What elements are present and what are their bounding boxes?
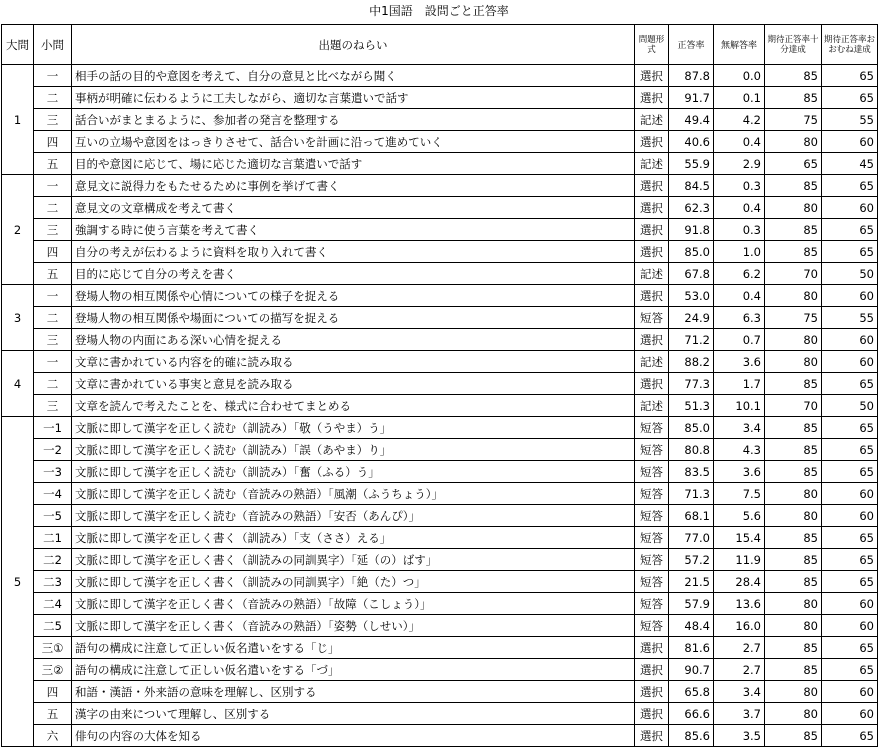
keishiki-cell: 短答 [635,307,669,329]
keishiki-cell: 短答 [635,505,669,527]
shomon-cell: 二 [34,373,72,395]
seitou-cell: 68.1 [669,505,714,527]
seitou-cell: 24.9 [669,307,714,329]
mukaitou-cell: 10.1 [714,395,765,417]
kitai-oomune-cell: 55 [822,307,878,329]
table-row [2,439,878,461]
table-row [2,109,878,131]
mukaitou-cell: 0.4 [714,131,765,153]
mukaitou-cell: 0.3 [714,219,765,241]
kitai-juubun-cell: 80 [765,615,822,637]
table-row [2,197,878,219]
shomon-cell: 四 [34,131,72,153]
kitai-juubun-cell: 85 [765,549,822,571]
keishiki-cell: 選択 [635,329,669,351]
seitou-cell: 77.3 [669,373,714,395]
shomon-cell: 三② [34,659,72,681]
kitai-juubun-cell: 85 [765,241,822,263]
nerai-cell: 文章に書かれている事実と意見を読み取る [72,373,635,395]
seitou-cell: 66.6 [669,703,714,725]
table-row [2,241,878,263]
table-row [2,351,878,373]
shomon-cell: 五 [34,703,72,725]
daimon-cell: 1 [2,65,34,175]
shomon-cell: 三 [34,109,72,131]
kitai-oomune-cell: 50 [822,263,878,285]
keishiki-cell: 短答 [635,549,669,571]
seitou-cell: 90.7 [669,659,714,681]
keishiki-cell: 選択 [635,197,669,219]
shomon-cell: 一 [34,351,72,373]
nerai-cell: 事柄が明確に伝わるように工夫しながら、適切な言葉遣いで話す [72,87,635,109]
seitou-cell: 85.0 [669,241,714,263]
keishiki-cell: 選択 [635,175,669,197]
keishiki-cell: 短答 [635,439,669,461]
kitai-juubun-cell: 80 [765,285,822,307]
kitai-oomune-cell: 65 [822,527,878,549]
seitou-cell: 77.0 [669,527,714,549]
table-row [2,329,878,351]
keishiki-cell: 短答 [635,483,669,505]
kitai-oomune-cell: 60 [822,351,878,373]
kitai-juubun-cell: 85 [765,439,822,461]
kitai-juubun-cell: 80 [765,329,822,351]
keishiki-cell: 短答 [635,461,669,483]
seitou-cell: 85.6 [669,725,714,747]
keishiki-cell: 選択 [635,725,669,747]
kitai-juubun-cell: 85 [765,725,822,747]
mukaitou-cell: 4.2 [714,109,765,131]
kitai-oomune-cell: 60 [822,285,878,307]
header-nerai: 出題のねらい [72,25,635,65]
daimon-cell: 2 [2,175,34,285]
mukaitou-cell: 6.2 [714,263,765,285]
shomon-cell: 一1 [34,417,72,439]
table-row [2,637,878,659]
kitai-juubun-cell: 80 [765,703,822,725]
mukaitou-cell: 0.0 [714,65,765,87]
mukaitou-cell: 11.9 [714,549,765,571]
mukaitou-cell: 3.4 [714,681,765,703]
header-kitai-juubun: 期待正答率十分達成 [765,25,822,65]
keishiki-cell: 選択 [635,131,669,153]
shomon-cell: 一 [34,65,72,87]
nerai-cell: 文脈に即して漢字を正しく読む（音読みの熟語）「風潮（ふうちょう）」 [72,483,635,505]
table-row [2,65,878,87]
mukaitou-cell: 0.4 [714,285,765,307]
kitai-juubun-cell: 85 [765,373,822,395]
nerai-cell: 自分の考えが伝わるように資料を取り入れて書く [72,241,635,263]
seitou-cell: 83.5 [669,461,714,483]
seitou-cell: 91.8 [669,219,714,241]
mukaitou-cell: 13.6 [714,593,765,615]
keishiki-cell: 記述 [635,153,669,175]
kitai-oomune-cell: 65 [822,725,878,747]
mukaitou-cell: 0.3 [714,175,765,197]
kitai-oomune-cell: 65 [822,175,878,197]
nerai-cell: 文脈に即して漢字を正しく読む（訓読み）「誤（あやま）り」 [72,439,635,461]
kitai-juubun-cell: 85 [765,219,822,241]
kitai-oomune-cell: 45 [822,153,878,175]
kitai-juubun-cell: 85 [765,65,822,87]
kitai-oomune-cell: 65 [822,637,878,659]
keishiki-cell: 選択 [635,703,669,725]
keishiki-cell: 選択 [635,241,669,263]
nerai-cell: 文脈に即して漢字を正しく読む（音読みの熟語）「安否（あんぴ）」 [72,505,635,527]
table-row [2,571,878,593]
kitai-oomune-cell: 60 [822,483,878,505]
nerai-cell: 強調する時に使う言葉を考えて書く [72,219,635,241]
mukaitou-cell: 5.6 [714,505,765,527]
keishiki-cell: 選択 [635,637,669,659]
nerai-cell: 文章を読んで考えたことを、様式に合わせてまとめる [72,395,635,417]
kitai-juubun-cell: 85 [765,571,822,593]
shomon-cell: 一3 [34,461,72,483]
nerai-cell: 互いの立場や意図をはっきりさせて、話合いを計画に沿って進めていく [72,131,635,153]
seitou-cell: 87.8 [669,65,714,87]
kitai-oomune-cell: 65 [822,417,878,439]
keishiki-cell: 選択 [635,285,669,307]
nerai-cell: 登場人物の相互関係や場面についての描写を捉える [72,307,635,329]
nerai-cell: 俳句の内容の大体を知る [72,725,635,747]
shomon-cell: 六 [34,725,72,747]
seitou-cell: 55.9 [669,153,714,175]
mukaitou-cell: 2.7 [714,637,765,659]
kitai-oomune-cell: 65 [822,659,878,681]
seitou-cell: 40.6 [669,131,714,153]
seitou-cell: 62.3 [669,197,714,219]
seitou-cell: 49.4 [669,109,714,131]
table-row [2,593,878,615]
mukaitou-cell: 16.0 [714,615,765,637]
nerai-cell: 意見文の文章構成を考えて書く [72,197,635,219]
shomon-cell: 一 [34,285,72,307]
kitai-juubun-cell: 85 [765,461,822,483]
table-row [2,659,878,681]
nerai-cell: 和語・漢語・外来語の意味を理解し、区別する [72,681,635,703]
table-row [2,395,878,417]
shomon-cell: 二 [34,197,72,219]
table-row [2,549,878,571]
nerai-cell: 語句の構成に注意して正しい仮名遣いをする「づ」 [72,659,635,681]
header-kitai-oomune: 期待正答率おおむね達成 [822,25,878,65]
shomon-cell: 四 [34,681,72,703]
kitai-oomune-cell: 65 [822,373,878,395]
shomon-cell: 二 [34,87,72,109]
keishiki-cell: 短答 [635,593,669,615]
kitai-oomune-cell: 55 [822,109,878,131]
mukaitou-cell: 3.4 [714,417,765,439]
kitai-oomune-cell: 60 [822,615,878,637]
table-row [2,461,878,483]
nerai-cell: 文脈に即して漢字を正しく書く（訓読みの同訓異字）「延（の）ばす」 [72,549,635,571]
table-row [2,703,878,725]
nerai-cell: 文脈に即して漢字を正しく書く（音読みの熟語）「姿勢（しせい）」 [72,615,635,637]
mukaitou-cell: 0.7 [714,329,765,351]
mukaitou-cell: 28.4 [714,571,765,593]
table-row [2,483,878,505]
kitai-oomune-cell: 65 [822,241,878,263]
daimon-cell: 5 [2,417,34,747]
daimon-cell: 4 [2,351,34,417]
table-row [2,373,878,395]
kitai-juubun-cell: 85 [765,659,822,681]
keishiki-cell: 選択 [635,219,669,241]
nerai-cell: 語句の構成に注意して正しい仮名遣いをする「じ」 [72,637,635,659]
page-title: 中1国語 設問ごと正答率 [369,4,509,18]
nerai-cell: 漢字の由来について理解し、区別する [72,703,635,725]
keishiki-cell: 選択 [635,87,669,109]
kitai-oomune-cell: 60 [822,197,878,219]
shomon-cell: 二4 [34,593,72,615]
kitai-juubun-cell: 85 [765,527,822,549]
mukaitou-cell: 3.5 [714,725,765,747]
seitou-cell: 21.5 [669,571,714,593]
seitou-cell: 84.5 [669,175,714,197]
table-row [2,153,878,175]
shomon-cell: 三 [34,219,72,241]
mukaitou-cell: 6.3 [714,307,765,329]
seitou-cell: 80.8 [669,439,714,461]
table-row [2,131,878,153]
kitai-juubun-cell: 75 [765,307,822,329]
seitou-cell: 48.4 [669,615,714,637]
table-row [2,263,878,285]
kitai-oomune-cell: 60 [822,703,878,725]
kitai-juubun-cell: 65 [765,153,822,175]
kitai-juubun-cell: 80 [765,197,822,219]
kitai-juubun-cell: 80 [765,483,822,505]
keishiki-cell: 記述 [635,263,669,285]
daimon-cell: 3 [2,285,34,351]
kitai-oomune-cell: 65 [822,439,878,461]
kitai-oomune-cell: 50 [822,395,878,417]
kitai-oomune-cell: 65 [822,461,878,483]
nerai-cell: 意見文に説得力をもたせるために事例を挙げて書く [72,175,635,197]
kitai-oomune-cell: 60 [822,681,878,703]
mukaitou-cell: 3.6 [714,351,765,373]
nerai-cell: 文脈に即して漢字を正しく書く（音読みの熟語）「故障（こしょう）」 [72,593,635,615]
mukaitou-cell: 0.4 [714,197,765,219]
mukaitou-cell: 15.4 [714,527,765,549]
table-row [2,87,878,109]
table-row [2,307,878,329]
shomon-cell: 一4 [34,483,72,505]
kitai-juubun-cell: 70 [765,395,822,417]
header-daimon: 大問 [2,25,34,65]
header-shomon: 小問 [34,25,72,65]
kitai-oomune-cell: 65 [822,571,878,593]
shomon-cell: 三① [34,637,72,659]
table-row [2,725,878,747]
kitai-oomune-cell: 60 [822,505,878,527]
seitou-cell: 67.8 [669,263,714,285]
shomon-cell: 二 [34,307,72,329]
kitai-juubun-cell: 80 [765,681,822,703]
nerai-cell: 文脈に即して漢字を正しく書く（訓読み）「支（ささ）える」 [72,527,635,549]
seitou-cell: 57.2 [669,549,714,571]
keishiki-cell: 短答 [635,527,669,549]
kitai-juubun-cell: 75 [765,109,822,131]
kitai-oomune-cell: 60 [822,329,878,351]
shomon-cell: 二5 [34,615,72,637]
nerai-cell: 文章に書かれている内容を的確に読み取る [72,351,635,373]
kitai-juubun-cell: 85 [765,637,822,659]
shomon-cell: 二1 [34,527,72,549]
header-keishiki: 問題形式 [635,25,669,65]
table-row [2,615,878,637]
keishiki-cell: 選択 [635,659,669,681]
kitai-juubun-cell: 80 [765,351,822,373]
shomon-cell: 三 [34,395,72,417]
results-table [1,24,878,747]
kitai-juubun-cell: 85 [765,87,822,109]
nerai-cell: 登場人物の相互関係や心情についての様子を捉える [72,285,635,307]
table-row [2,505,878,527]
seitou-cell: 51.3 [669,395,714,417]
mukaitou-cell: 7.5 [714,483,765,505]
mukaitou-cell: 1.7 [714,373,765,395]
kitai-oomune-cell: 65 [822,65,878,87]
nerai-cell: 文脈に即して漢字を正しく読む（訓読み）「敬（うやま）う」 [72,417,635,439]
nerai-cell: 文脈に即して漢字を正しく書く（訓読みの同訓異字）「絶（た）つ」 [72,571,635,593]
keishiki-cell: 記述 [635,351,669,373]
kitai-juubun-cell: 85 [765,175,822,197]
seitou-cell: 81.6 [669,637,714,659]
shomon-cell: 五 [34,153,72,175]
kitai-juubun-cell: 85 [765,417,822,439]
seitou-cell: 65.8 [669,681,714,703]
keishiki-cell: 短答 [635,417,669,439]
mukaitou-cell: 3.6 [714,461,765,483]
nerai-cell: 目的や意図に応じて、場に応じた適切な言葉遣いで話す [72,153,635,175]
mukaitou-cell: 0.1 [714,87,765,109]
seitou-cell: 57.9 [669,593,714,615]
header-row [2,25,878,65]
nerai-cell: 文脈に即して漢字を正しく読む（訓読み）「奮（ふる）う」 [72,461,635,483]
mukaitou-cell: 2.9 [714,153,765,175]
table-row [2,175,878,197]
seitou-cell: 88.2 [669,351,714,373]
table-row [2,681,878,703]
kitai-juubun-cell: 80 [765,593,822,615]
shomon-cell: 二3 [34,571,72,593]
nerai-cell: 話合いがまとまるように、参加者の発言を整理する [72,109,635,131]
table-row [2,285,878,307]
mukaitou-cell: 2.7 [714,659,765,681]
table-row [2,417,878,439]
keishiki-cell: 短答 [635,571,669,593]
mukaitou-cell: 4.3 [714,439,765,461]
shomon-cell: 一2 [34,439,72,461]
kitai-oomune-cell: 65 [822,219,878,241]
kitai-oomune-cell: 60 [822,593,878,615]
shomon-cell: 五 [34,263,72,285]
header-seitou: 正答率 [669,25,714,65]
table-row [2,219,878,241]
shomon-cell: 一5 [34,505,72,527]
mukaitou-cell: 3.7 [714,703,765,725]
header-mukaitou: 無解答率 [714,25,765,65]
seitou-cell: 71.2 [669,329,714,351]
kitai-juubun-cell: 70 [765,263,822,285]
shomon-cell: 三 [34,329,72,351]
keishiki-cell: 短答 [635,615,669,637]
table-row [2,527,878,549]
shomon-cell: 四 [34,241,72,263]
seitou-cell: 71.3 [669,483,714,505]
nerai-cell: 相手の話の目的や意図を考えて、自分の意見と比べながら聞く [72,65,635,87]
kitai-oomune-cell: 65 [822,87,878,109]
shomon-cell: 二2 [34,549,72,571]
seitou-cell: 53.0 [669,285,714,307]
nerai-cell: 登場人物の内面にある深い心情を捉える [72,329,635,351]
mukaitou-cell: 1.0 [714,241,765,263]
kitai-oomune-cell: 65 [822,549,878,571]
kitai-juubun-cell: 80 [765,131,822,153]
keishiki-cell: 選択 [635,65,669,87]
keishiki-cell: 記述 [635,395,669,417]
shomon-cell: 一 [34,175,72,197]
keishiki-cell: 選択 [635,681,669,703]
seitou-cell: 85.0 [669,417,714,439]
kitai-oomune-cell: 60 [822,131,878,153]
kitai-juubun-cell: 80 [765,505,822,527]
keishiki-cell: 記述 [635,109,669,131]
table-body [2,65,878,747]
keishiki-cell: 選択 [635,373,669,395]
seitou-cell: 91.7 [669,87,714,109]
nerai-cell: 目的に応じて自分の考えを書く [72,263,635,285]
